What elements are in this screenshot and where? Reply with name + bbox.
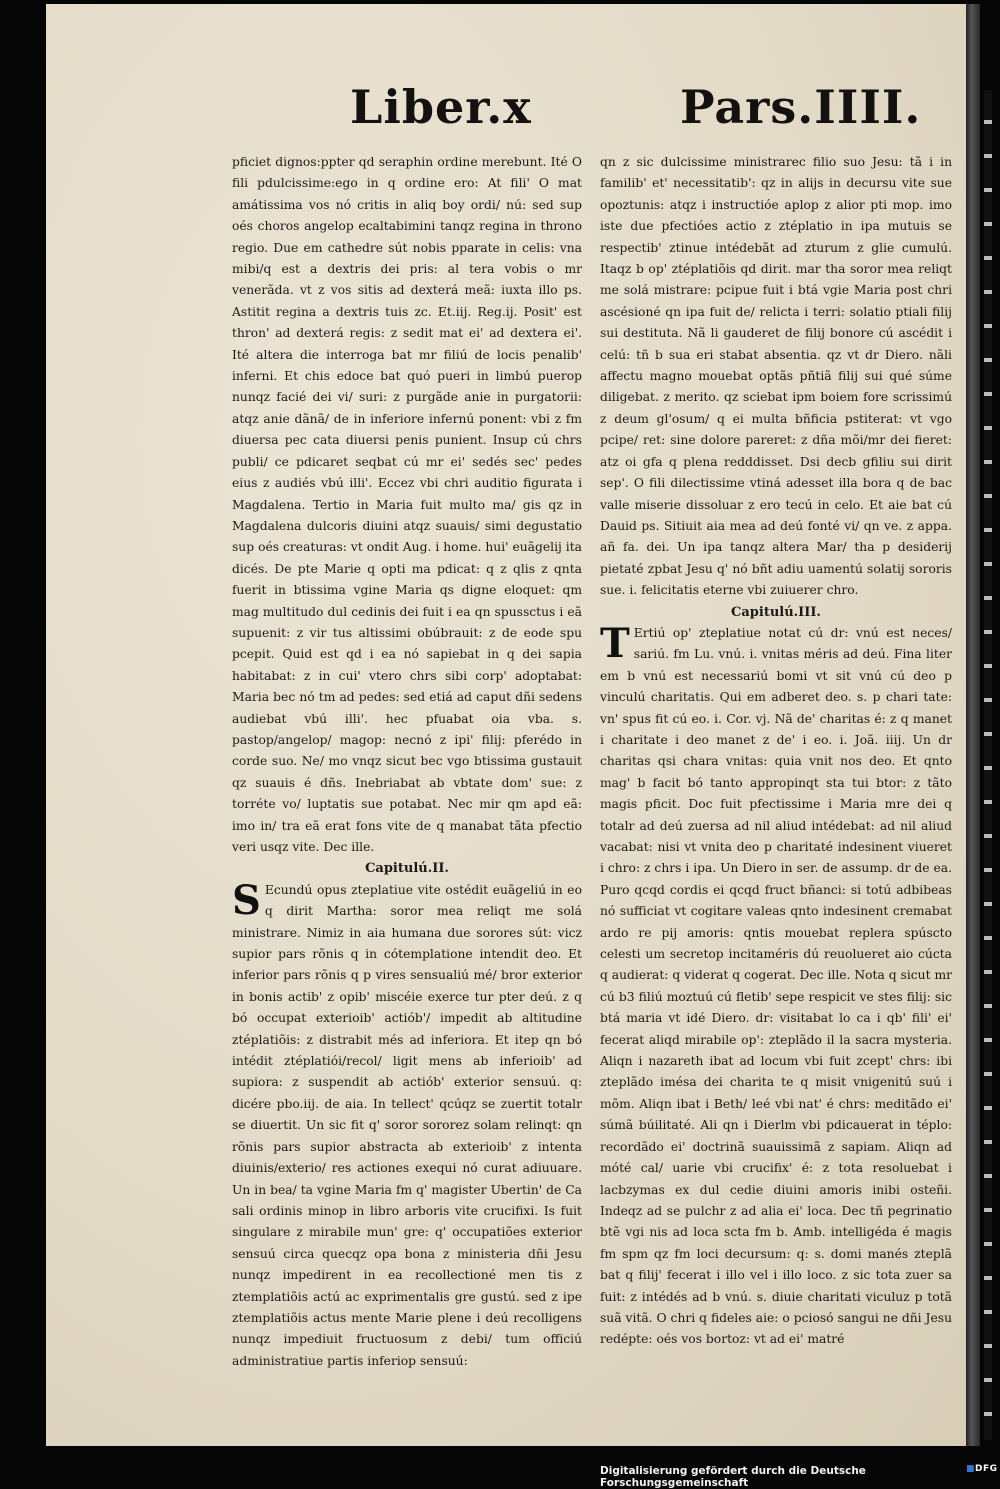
dropcap-t: T	[600, 619, 630, 667]
page-edge-strip	[966, 4, 980, 1446]
right-paragraph-2	[600, 619, 952, 1351]
digitization-credit: Digitalisierung gefördert durch die Deutsche Forschungsgemeinschaft	[600, 1465, 866, 1489]
dfg-logo	[966, 1464, 998, 1474]
right-column	[600, 152, 952, 1351]
left-paragraph-2-text: Ecundú opus zteplatiue vite ostédit euãgeliú in eo q dirit Martha: soror mea reliqt me solá ministrare. Nimiz in aia humana due sorores sút: vicz supior pars rõnis q in cótemplatione intendit deo. Et inferior pars rõnis q p vires sensualiú mé/ bror exterior in bonis actib' z opib' miscéie exerce tur pter deú. z q bó occupat exterioib' actiób'/ impedit ab altitudine ztéplatiõis: z distrabit més ad inferiora. Et itep qn bó intédit ztéplatiói/recol/ ligit mens ab inferioib' ad supiora: z suspendit ab actiób' exterior sensuú. q: dicére pbo.iij. de aia. In tellect' qcúqz se zuertit totalr se diuertit. Un sic fit q' soror sororez solam relinqt: qn rõnis pars supior abstracta ab exterioib' z intenta diuinis/exterio/ res actiones exequi nó curat adiuuare. Un in bea/ ta vgine Maria fm q' magister Ubertin' de Ca sali ordinis minop in libro arboris vite crucifixi. Is fuit singulare z mirabile mun' gre: q' occupatiões exterior sensuú circa quecqz opa bona z ministeria dñi Jesu nunqz impedirent in ea recollectioné men tis z ztemplatiõis actú ac exprimentalis gre gustú. sed z ipe ztemplatiõis actus mente Marie plene i deú recolligens nunqz impediuit fructuosum z debi/ tum officiú administratiue partis inferiop sensuú:	[232, 882, 582, 1368]
running-head-right: Pars.IIII.	[680, 80, 922, 134]
right-paragraph-2-text: Ertiú op' zteplatiue notat cú dr: vnú est neces/ sariú. fm Lu. vnú. i. vnitas méris ad deú. Fina liter em b vnú est necessariú bomi vt sit vnú cú deo p vinculú charitatis. Qui em adberet deo. s. p chari tate: vn' spus fit cú eo. i. Cor. vj. Nã de' charitas é: z q manet i charitate i deo manet z de' i eo. i. Joã. iiij. Un dr charitas qsi chara vnitas: quia vnit nos deo. Et qnto mag' b facit bó tanto appropinqt sta tui btor: z tãto magis pficit. Doc fuit pfectissime i Maria mre dei q totalr ad deú zuersa ad nil aliud intédebat: ad nil aliud vacabat: nisi vt vnita deo p charitaté indesinent viueret i chro: z chrs i ipa. Un Diero in ser. de assump. dr de ea. Puro qcqd cordis ei qcqd fruct bñanci: si totú adbibeas nó sufficiat vt cogitare valeas qnto indesinent cremabat ardo re pij amoris: qntis mouebat replera spúscto celesti um secretop incitaméris dú reuolueret aio cúcta q audierat: q viderat q cogerat. Dec ille. Nota q sicut mr cú b3 filiú moztuú cú fletib' sepe respicit ve stes filij: sic btá maria vt idé Diero. dr: visitabat lo ca i qb' fili' ei' fecerat aliqd mirabile op': zteplãdo il la sacra mysteria. Aliqn i nazareth ibat ad locum vbi fuit zcept' chrs: ibi zteplãdo imésa dei charita te q misit vnigenitú suú i mõm. Aliqn ibat i Beth/ leé vbi nat' é chrs: meditãdo ei' súmã búilitaté. Ali qn i Dierlm vbi pdicauerat in téplo: recordãdo ei' doctrinã suauissimã z sapiam. Aliqn ad móté cal/ uarie vbi crucifix' é: z tota resoluebat i lacbzymas ex dul cedie diuini amoris inibi osteñi. Indeqz ad se pulchr z ad alia ei' loca. Dec tñ pegrinatio btẽ vgi nis ad loca scta fm b. Amb. intelligéda é magis fm spm qz fm loci decursum: q: s. domi manés zteplã bat q filij' fecerat i illo vel i illo loco. z sic tota zuer sa fuit: z intédés ad b vnú. s. diuie charitati viculuz p totã suã vitã. O chri q fideles aie: o pciosó sangui ne dñi Jesu redépte: oés vos bortoz: vt ad ei' matré	[600, 625, 952, 1347]
logo-bullet-icon: ■	[966, 1464, 976, 1474]
dropcap-s: S	[232, 876, 261, 924]
left-paragraph-1: pficiet dignos:ppter qd seraphin ordine merebunt. Ité O fili pdulcissime:ego in q ordine ero: At fili' O mat amátissima vos nó critis in aliq boy ordi/ nú: sed sup oés choros angelop ecaltabimini tanqz regina in throno regio. Due em cathedre sút nobis pparate in celis: vna mibi/q est a dextris dei pris: al tera vobis o mr venerãda. vt z vos sitis ad dexterá meã: iuxta illo ps. Astitit regina a dextris tuis zc. Et.iij. Reg.ij. Posit' est thron' ad dexterá regis: z sedit mat ei' ad dextera ei'. Ité altera die interroga bat mr filiú de locis penalib' inferni. Et chis edoce bat quó pueri in limbú puerop nunqz facié dei vi/ suri: z purgãde anie in purgatorii: atqz anie dãnã/ de in inferiore infernú ponent: vbi z fm diuersa pec cata diuersi penis punient. Insup cú chrs publi/ ce pdicaret seqbat cú mr ei' sedés sec' pedes eius z audiés vbú illi'. Eccez vbi chri auditio figurata i Magdalena. Tertio in Maria fuit multo ma/ gis qz in Magdalena dulcoris diuini atqz suauis/ simi degustatio sup oés creaturas: vt ondit Aug. i home. hui' euãgelij ita dicés. De pte Marie q opti ma pdicat: q z qlis z qnta fuerit in btissima vgine Maria qs digne eloquet: qm mag multitudo dul cedinis dei fuit i ea qn spussctus i eã supuenit: z vir tus altissimi obúbrauit: z de eode spu pcepit. Quid est qd i ea nó sapiebat in q dei sapia habitabat: z in cui' vtero chrs sibi corp' adoptabat: Maria bec nó tm ad pedes: sed etiá ad caput dñi sedens audiebat vbú illi'. hec pfuabat oia vba. s. pastop/angelop/ magop: necnó z ipi' filij: pferédo in corde suo. Ne/ mo vnqz sicut bec vgo btissima gustauit qz suauis é dñs. Inebriabat ab vbtate dom' sue: z torréte vo/ luptatis sue potabat. Nec mir qm apd eã: imo in/ tra eã erat fons vite de q manabat tãta pfectio veri usqz vite. Dec ille.	[232, 155, 582, 854]
chapter-heading-2: Capitulú.II.	[365, 861, 449, 877]
chapter-heading-3: Capitulú.III.	[731, 604, 821, 620]
dfg-logo-text: DFG	[975, 1464, 998, 1474]
left-column	[232, 152, 582, 1372]
left-paragraph-2	[232, 876, 582, 1372]
color-scale-bar	[984, 90, 992, 1440]
right-paragraph-1: qn z sic dulcissime ministrarec filio suo Jesu: tã i in familib' et' necessitatib': qz in alijs in decursu vite sue opoztunis: atqz i instructióe aplop z alior pti mop. imo iste due pfectióes actio z ztéplatio in ipa mutuis se respectib' ztinue intédebãt ad zturum z glie cumulú. Itaqz b op' ztéplatiõis qd dirit. mar tha soror mea reliqt me solá mistrare: pcipue fuit i btá vgie Maria post chri ascésioné qn ipa fuit de/ relicta i terri: solatio ptiali filij sui destituta. Nã li gauderet de filij bonore cú ascédit i celú: tñ b sua eri stabat absentia. qz vt dr Diero. nãli affectu magno mouebat optãs pñtiã filij sui qué súme diligebat. z merito. qz sciebat ipm boiem fore scrissimú z deum gl'osum/ q ei multa bñficia pstiterat: vt vgo pcipe/ ret: sine dolore pareret: z dña mõi/mr dei fieret: atz oi gfa q plena redddisset. Dsi decb gfiliu sui dirit sep'. O fili dilectissime vtiná adesset illa bora q de bac valle miserie dissoluar z ero tecú in celo. Et aie bat cú Dauid ps. Sitiuit aia mea ad deú fonté vi/ qn ve. z appa. añ fa. dei. Un ipa tanqz altera Mar/ tha p desiderij pietaté zpbat Jesu q' nó bñt adiu uamentú solatij sororis sue. i. felicitatis eterne vbi zuiuerer chro.	[600, 155, 952, 598]
running-head-left: Liber.x	[350, 80, 532, 134]
